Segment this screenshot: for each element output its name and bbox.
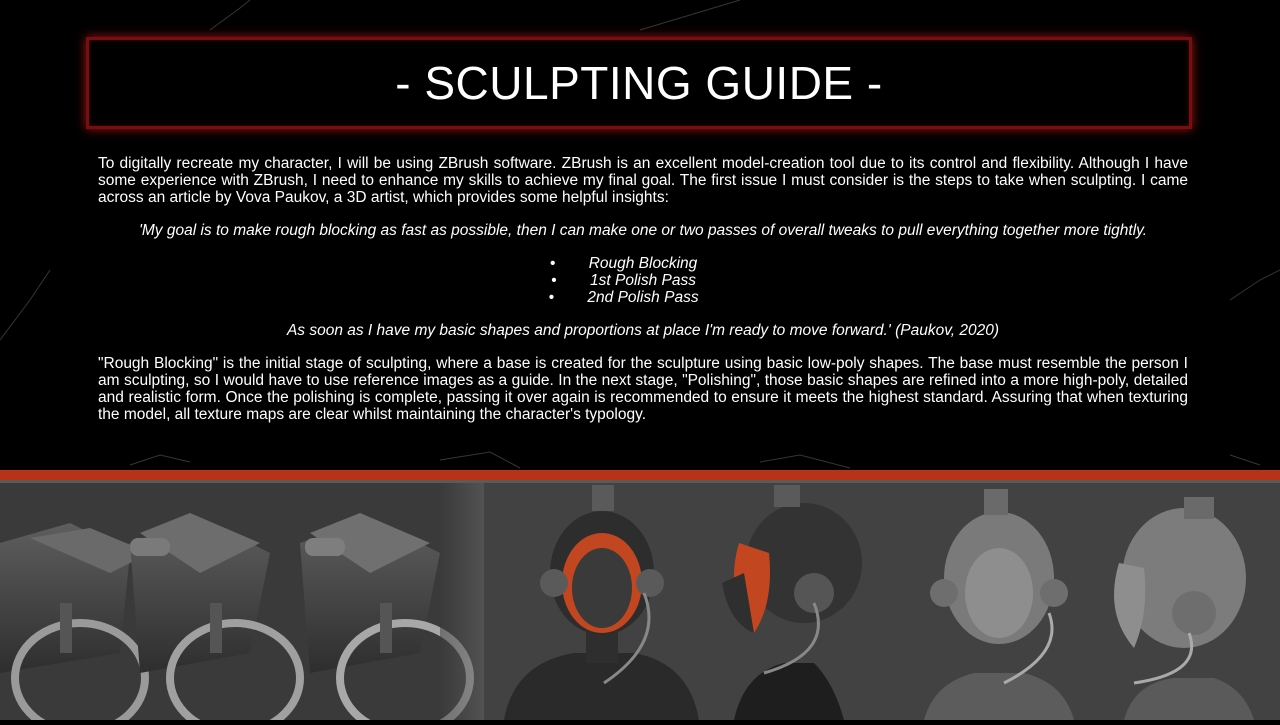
sculpting-steps-list (98, 255, 1188, 306)
sculpt-gallery (0, 483, 1280, 720)
accent-divider (0, 470, 1280, 480)
title-frame (86, 37, 1192, 129)
intro-paragraph: To digitally recreate my character, I will be using ZBrush software. ZBrush is an excellent model-creation tool due to its control and flexibility. Although I have some experience with ZBrush, I need to enhance my skills to achieve my final goal. The first issue I must consider is the steps to take when sculpting. I came across an article by Vova Paukov, a 3D artist, which provides some helpful insights: (98, 155, 1188, 206)
list-item: • 1st Polish Pass (98, 272, 1188, 289)
helmet-head-sculpts (484, 483, 1280, 720)
article-body (98, 155, 1188, 423)
page-title: - SCULPTING GUIDE - (395, 57, 883, 109)
explanation-paragraph: "Rough Blocking" is the initial stage of sculpting, where a base is created for the sculpture using basic low-poly shapes. The base must resemble the person I am sculpting, so I would have to use reference images as a guide. In the next stage, "Polishing", those basic shapes are refined into a more high-poly, detailed and realistic form. Once the polishing is complete, passing it over again is recommended to ensure it meets the highest standard. Assuring that when texturing the model, all texture maps are clear whilst maintaining the character's typology. (98, 355, 1188, 423)
head-sculpts-image (484, 483, 1280, 720)
quote-opening: 'My goal is to make rough blocking as fast as possible, then I can make one or two passes of overall tweaks to pull everything together more tightly. (138, 222, 1148, 239)
helmet-clip-sculpts (0, 483, 484, 720)
clip-progression-image (0, 483, 484, 720)
list-item: • Rough Blocking (98, 255, 1188, 272)
list-item: • 2nd Polish Pass (98, 289, 1188, 306)
quote-closing: As soon as I have my basic shapes and proportions at place I'm ready to move forward.' (Paukov, 2020) (286, 322, 1000, 339)
